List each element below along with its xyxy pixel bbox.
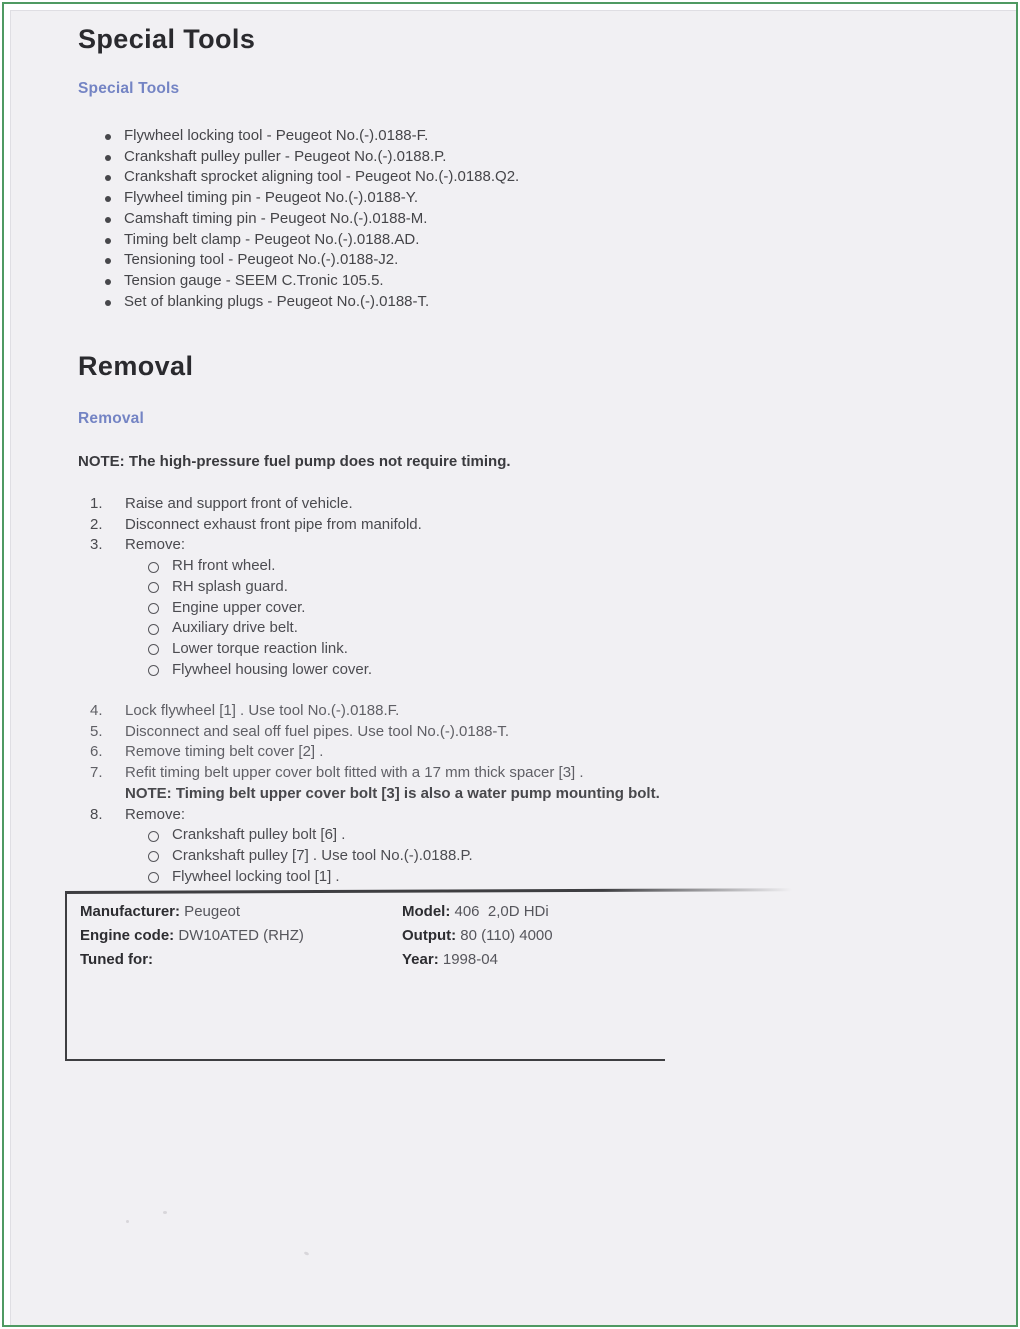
info-row [402,951,553,975]
step-item [0,535,1020,680]
tool-list-item: Tensioning tool - Peugeot No.(-).0188-J2. [0,250,1020,271]
step-subitem: Flywheel housing lower cover. [125,660,1020,681]
step-item [0,722,1020,743]
info-label: Tuned for: [80,951,154,968]
info-value: 406 2,0D HDi [450,903,549,920]
tool-list-item: Tension gauge - SEEM C.Tronic 105.5. [0,271,1020,292]
step-text: Lock flywheel [1] . Use tool No.(-).0188.F. [125,702,400,720]
info-row [80,927,304,951]
info-label: Year: [402,951,439,968]
info-label: Output: [402,927,457,944]
step-subitem: Lower torque reaction link. [125,639,1020,660]
step-text: Disconnect exhaust front pipe from manifold. [125,515,422,533]
special-tools-list [0,126,1020,312]
section-title-removal: Removal [78,351,194,381]
scan-artifact [163,1211,167,1214]
tool-list-item: Crankshaft sprocket aligning tool - Peugeot No.(-).0188.Q2. [0,167,1020,188]
step-number: 8. [90,805,103,823]
step-subitem: Crankshaft pulley [7] . Use tool No.(-).0188.P. [125,846,1020,867]
step-number: 5. [90,722,103,740]
step-item [0,742,1020,763]
tool-list-item: Camshaft timing pin - Peugeot No.(-).0188-M. [0,209,1020,230]
step-sublist [125,556,1020,680]
step-item [0,494,1020,515]
info-row [80,951,304,975]
step-number: 7. [90,764,103,782]
vehicle-info-box [65,893,665,1061]
info-row [402,903,553,927]
tool-list-item: Timing belt clamp - Peugeot No.(-).0188.AD. [0,230,1020,251]
step-item [0,515,1020,536]
step-subitem: RH splash guard. [125,577,1020,598]
step-subitem: Auxiliary drive belt. [125,618,1020,639]
tool-list-item: Flywheel timing pin - Peugeot No.(-).0188-Y. [0,188,1020,209]
section-title-special-tools: Special Tools [78,24,256,54]
info-label: Engine code: [80,927,175,944]
step-item [0,701,1020,722]
tool-list-item: Set of blanking plugs - Peugeot No.(-).0188-T. [0,292,1020,313]
info-box-left-column [80,903,304,975]
info-row [402,927,553,951]
step-subitem: RH front wheel. [125,556,1020,577]
step-number: 6. [90,743,103,761]
step-number: 3. [90,536,103,554]
info-label: Model: [402,903,451,920]
info-label: Manufacturer: [80,903,181,920]
info-value: Peugeot [180,903,241,920]
step-number: 4. [90,702,103,720]
info-box-right-column [402,903,553,975]
removal-steps-list [0,494,1020,887]
section-subtitle-special-tools: Special Tools [78,80,180,97]
step-sublist [125,825,1020,887]
section-subtitle-removal: Removal [78,410,145,427]
step-number: 2. [90,515,103,533]
step-text: Remove timing belt cover [2] . [125,743,324,761]
step-item [0,763,1020,804]
step-text: Refit timing belt upper cover bolt fitted with a 17 mm thick spacer [3] . [125,764,584,782]
step-number: 1. [90,495,103,512]
info-value: 1998-04 [438,951,498,968]
step-subitem: Crankshaft pulley bolt [6] . [125,825,1020,846]
info-value: 80 (110) 4000 [456,927,553,944]
info-row [80,903,304,927]
tool-list-item: Crankshaft pulley puller - Peugeot No.(-).0188.P. [0,147,1020,168]
step-text: Raise and support front of vehicle. [125,495,353,512]
removal-note: NOTE: The high-pressure fuel pump does not require timing. [78,453,511,470]
step-item [0,805,1020,888]
step-text: Remove: [125,805,186,823]
scan-artifact [304,1251,310,1256]
step-subitem: Engine upper cover. [125,598,1020,619]
scan-artifact [126,1220,129,1223]
step-subitem: Flywheel locking tool [1] . [125,867,1020,888]
tool-list-item: Flywheel locking tool - Peugeot No.(-).0188-F. [0,126,1020,147]
step-note: NOTE: Timing belt upper cover bolt [3] is also a water pump mounting bolt. [125,784,660,802]
step-text: Remove: [125,536,186,554]
info-value: DW10ATED (RHZ) [174,927,304,944]
step-text: Disconnect and seal off fuel pipes. Use tool No.(-).0188-T. [125,722,510,740]
